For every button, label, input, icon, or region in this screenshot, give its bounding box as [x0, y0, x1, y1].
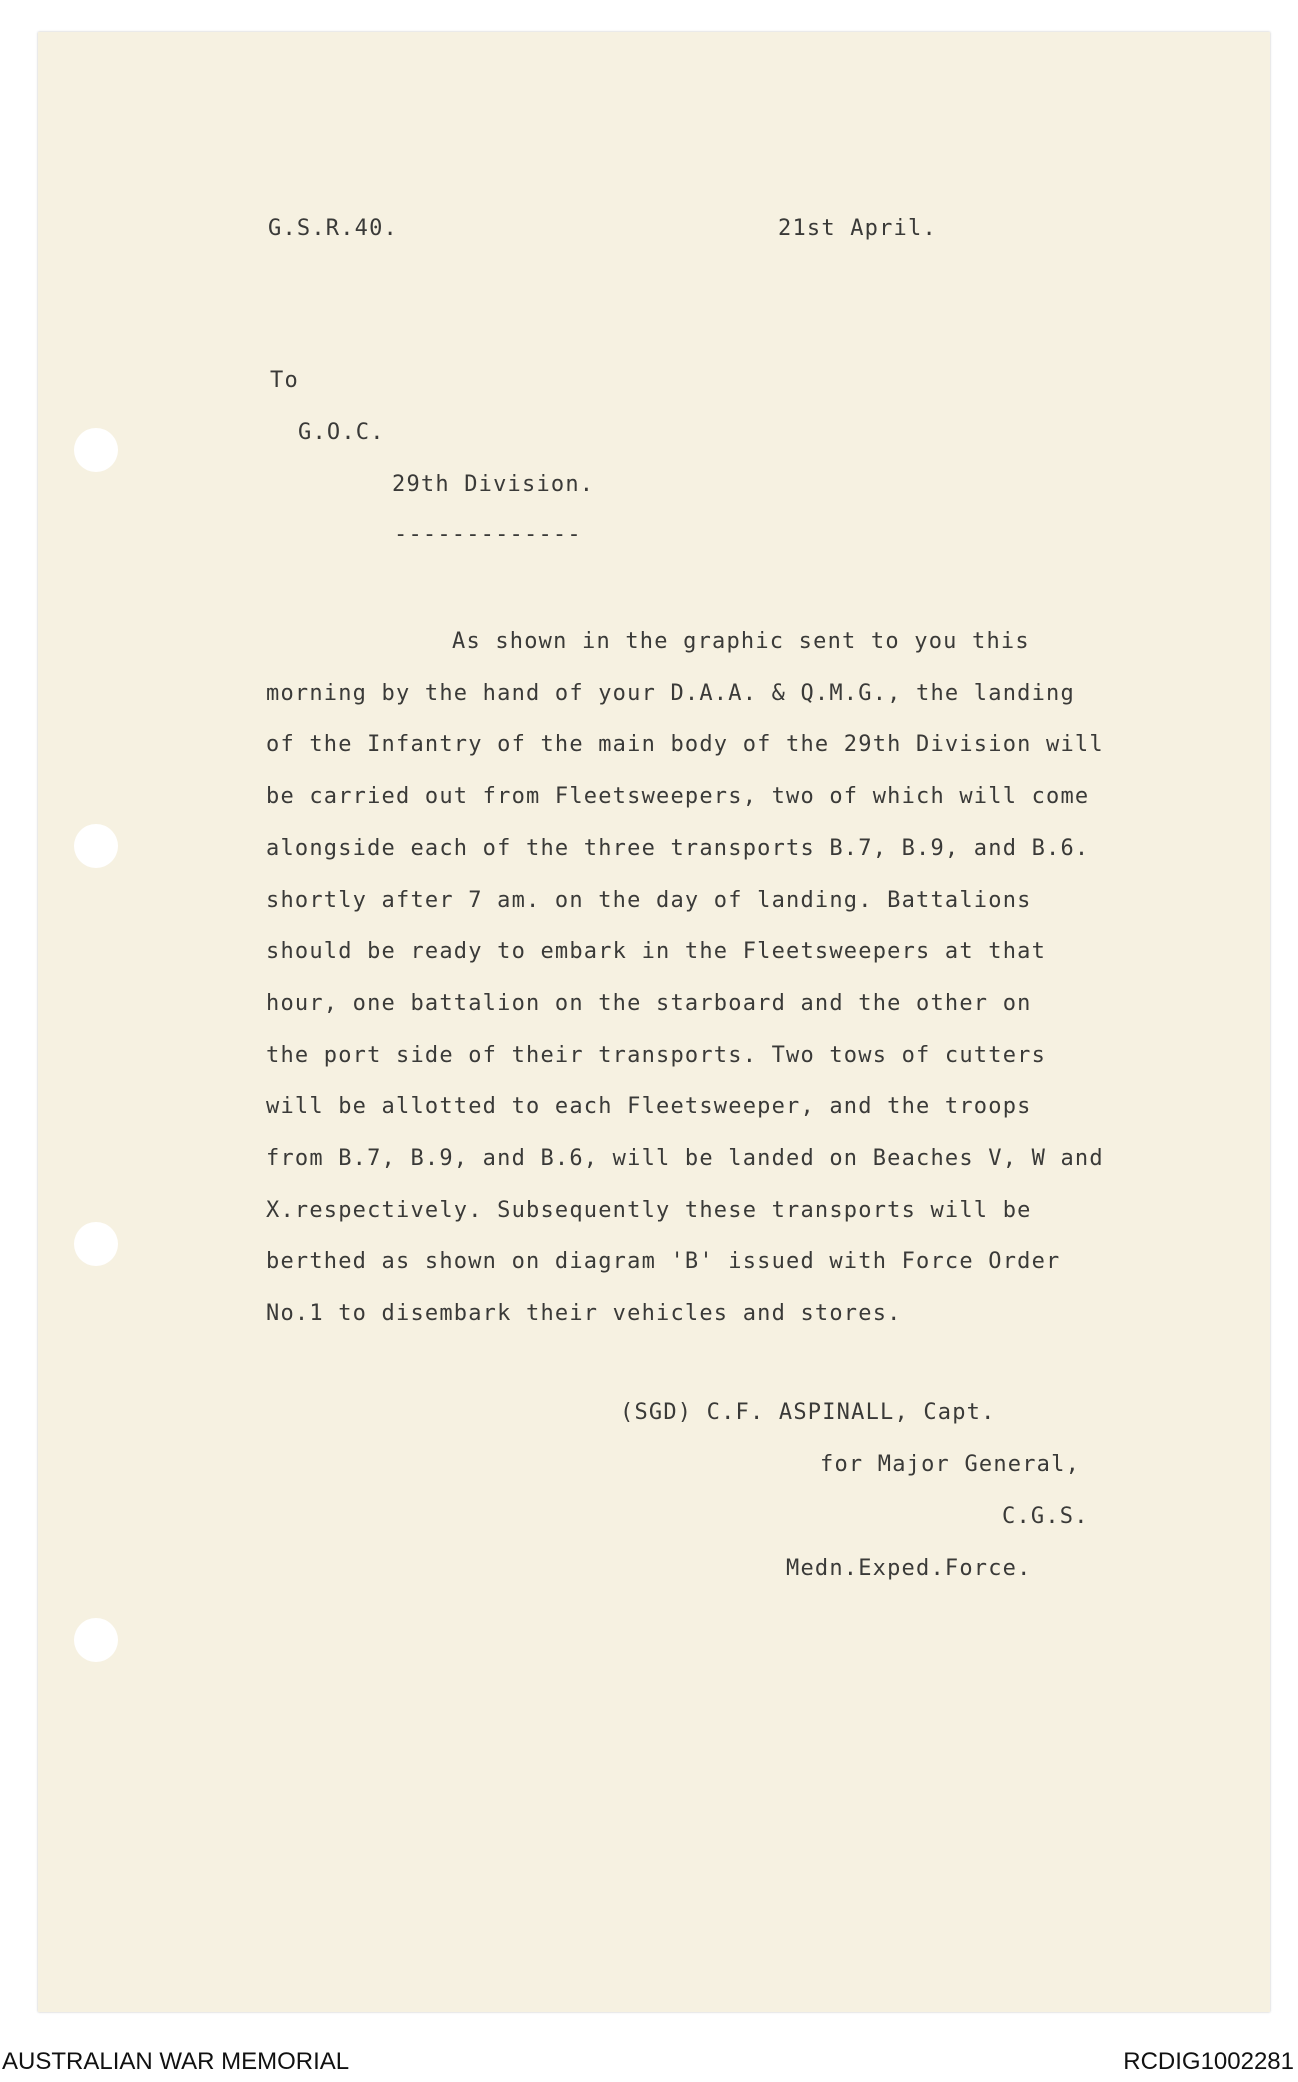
body-line: No.1 to disembark their vehicles and stores.: [266, 1301, 902, 1327]
signature-for-line: for Major General,: [820, 1452, 1081, 1477]
body-line: As shown in the graphic sent to you this: [452, 629, 1030, 654]
reference-number: G.S.R.40.: [268, 216, 399, 241]
footer-institution: AUSTRALIAN WAR MEMORIAL: [2, 2048, 350, 2075]
body-line: shortly after 7 am. on the day of landing. Battalions: [266, 887, 1032, 913]
punch-hole: [74, 1222, 118, 1266]
body-line: X.respectively. Subsequently these transports will be: [266, 1197, 1032, 1223]
body-line: berthed as shown on diagram 'B' issued with Force Order: [266, 1249, 1061, 1275]
signature-office: C.G.S.: [1002, 1504, 1089, 1529]
body-line: the port side of their transports. Two tows of cutters: [266, 1042, 1047, 1068]
body-line: alongside each of the three transports B.7, B.9, and B.6.: [266, 835, 1090, 861]
addressee-unit: 29th Division.: [392, 472, 595, 497]
punch-hole: [74, 428, 118, 472]
salutation: To: [270, 368, 299, 393]
addressee-rule: -------------: [394, 522, 582, 547]
body-line: be carried out from Fleetsweepers, two of which will come: [266, 784, 1090, 810]
body-line: from B.7, B.9, and B.6, will be landed on Beaches V, W and: [266, 1146, 1104, 1172]
punch-hole: [74, 824, 118, 868]
body-line: should be ready to embark in the Fleetsweepers at that: [266, 939, 1047, 965]
body-line: will be allotted to each Fleetsweeper, and the troops: [266, 1094, 1032, 1120]
body-line: morning by the hand of your D.A.A. & Q.M.G., the landing: [266, 680, 1075, 706]
letter-date: 21st April.: [778, 216, 937, 241]
footer-record-id: RCDIG1002281: [1123, 2048, 1294, 2075]
body-line: of the Infantry of the main body of the 29th Division will: [266, 732, 1104, 758]
signature-line: (SGD) C.F. ASPINALL, Capt.: [620, 1400, 996, 1425]
signature-force: Medn.Exped.Force.: [786, 1556, 1032, 1581]
punch-hole: [74, 1618, 118, 1662]
letter-body: [266, 616, 1166, 1340]
addressee-title: G.O.C.: [298, 420, 385, 445]
body-line: hour, one battalion on the starboard and the other on: [266, 990, 1032, 1016]
